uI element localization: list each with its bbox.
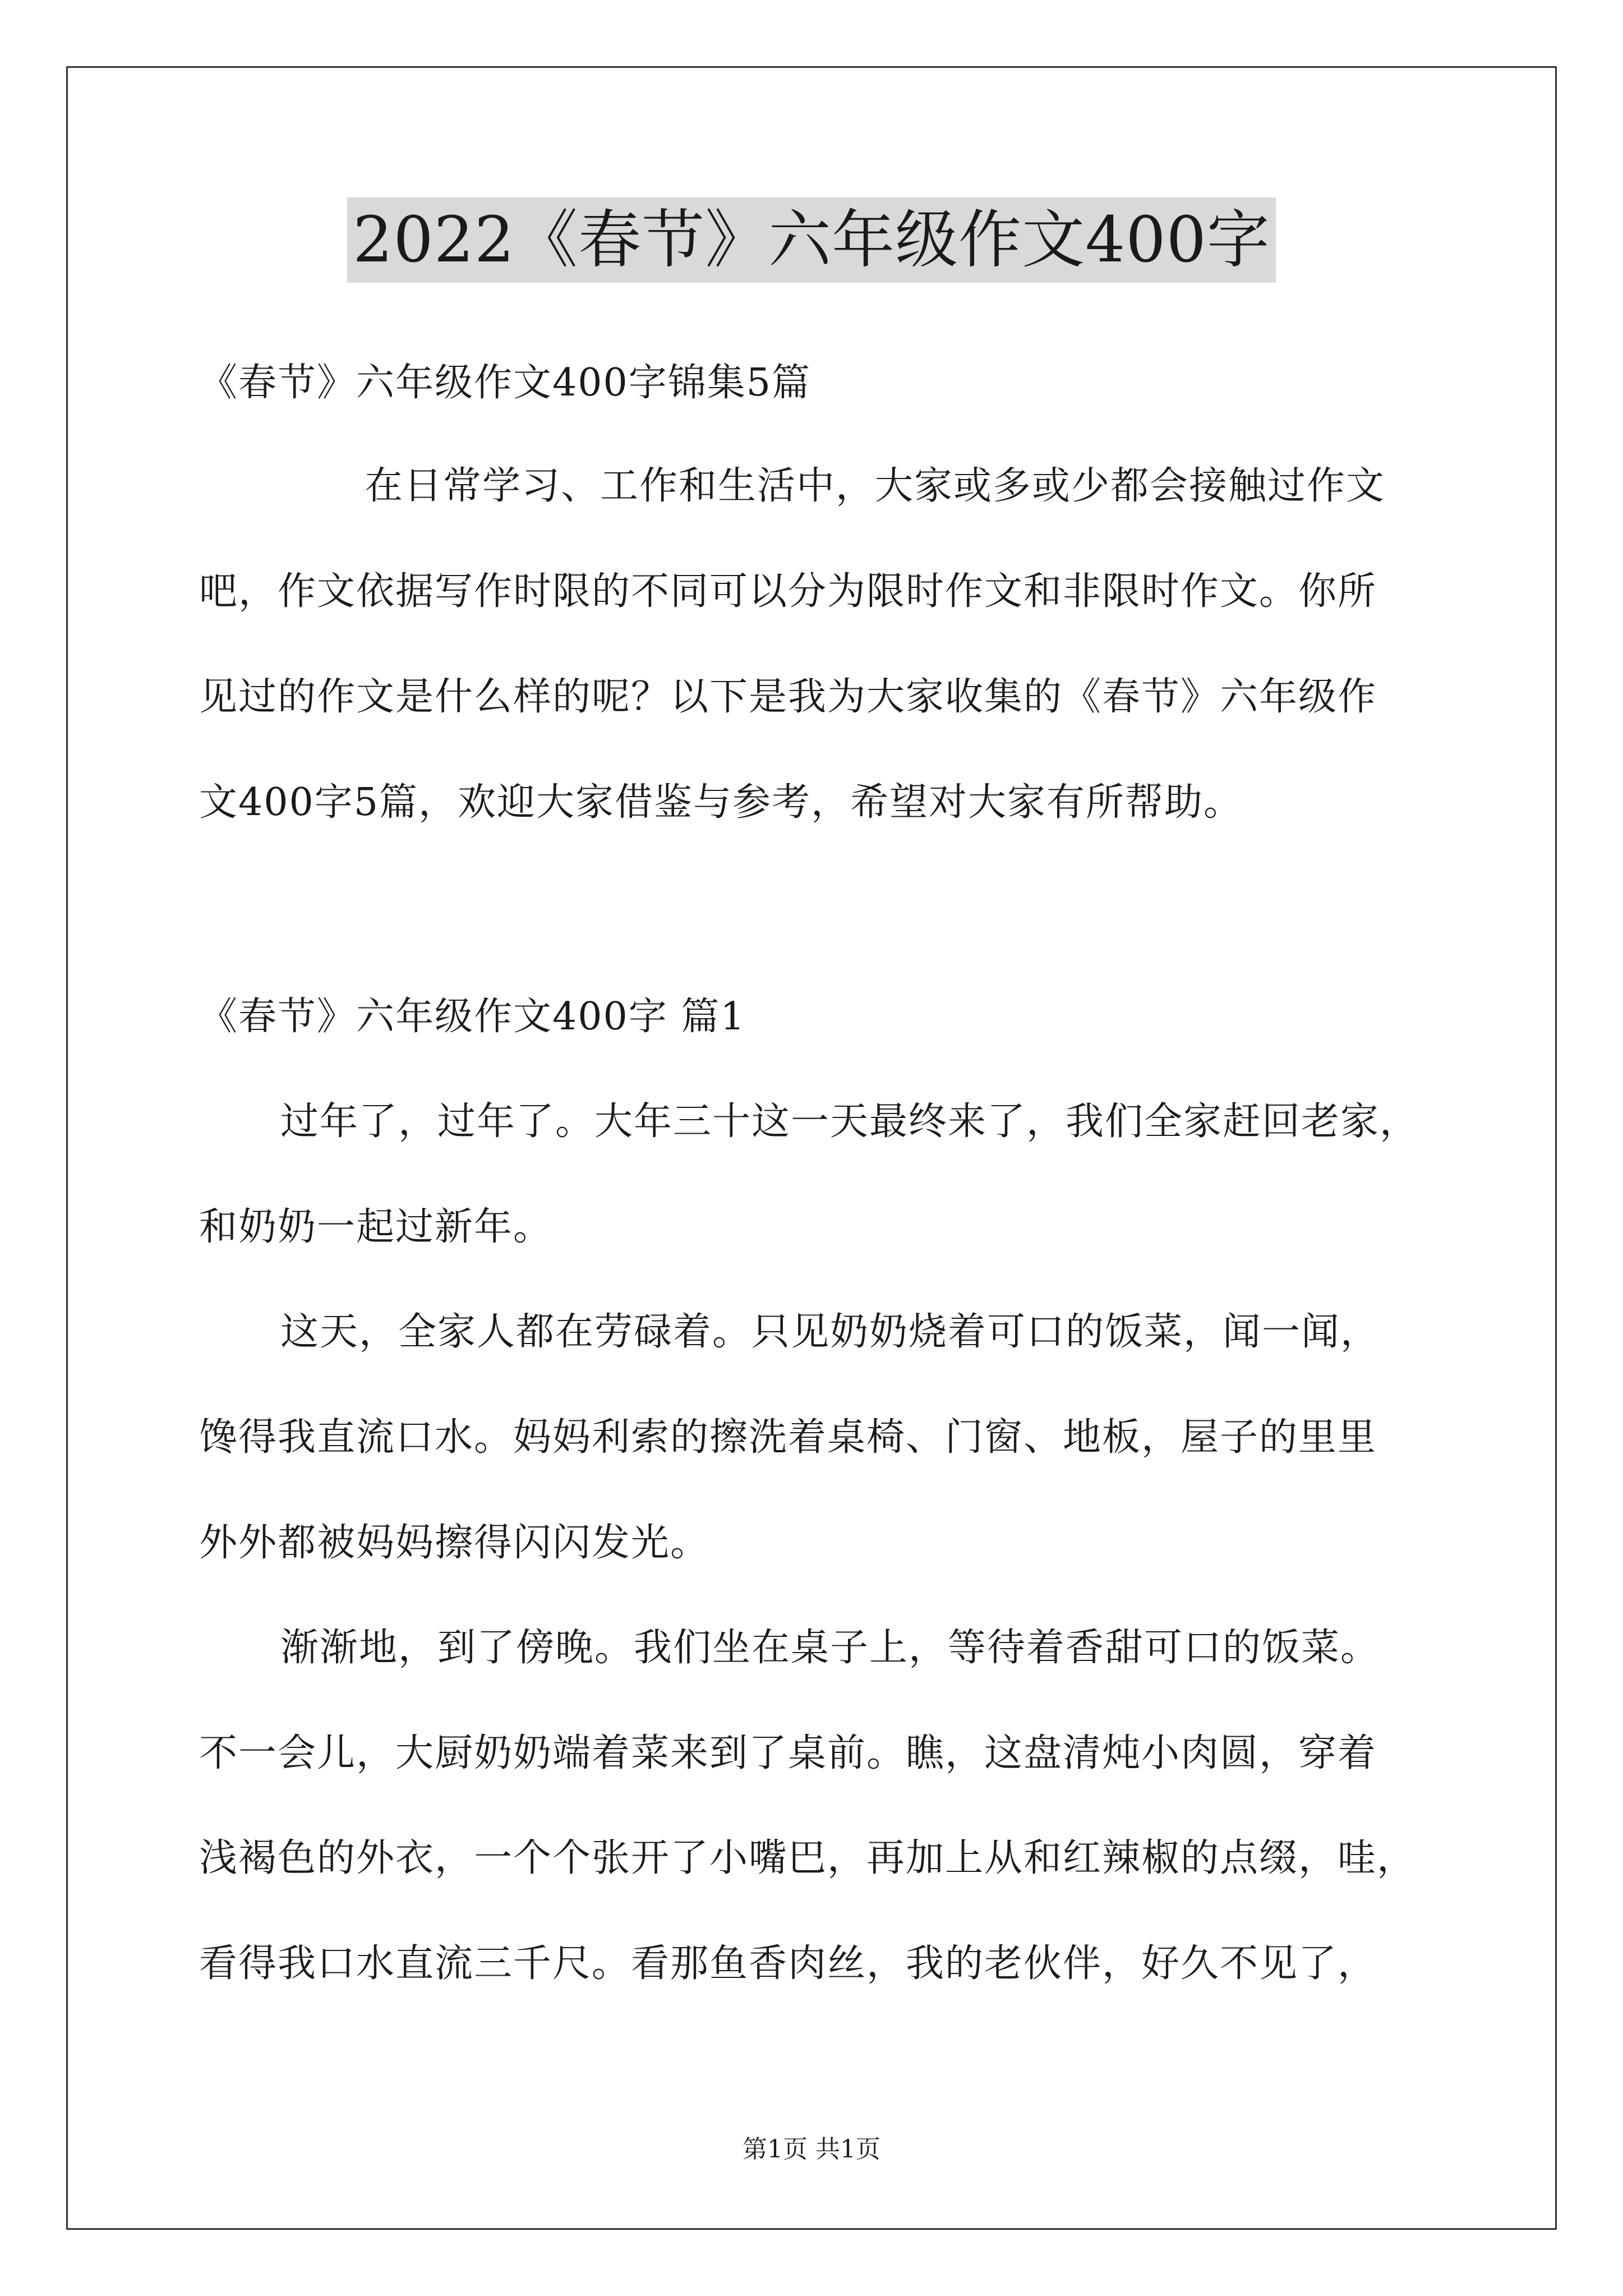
body-paragraph-line: 浅褐色的外衣，一个个张开了小嘴巴，再加上从和红辣椒的点缀，哇， <box>199 1836 1417 1880</box>
intro-paragraph-line: 在日常学习、工作和生活中，大家或多或少都会接触过作文 <box>365 464 1386 508</box>
body-paragraph-line: 馋得我直流口水。妈妈利索的擦洗着桌椅、门窗、地板，屋子的里里 <box>199 1415 1377 1460</box>
document-subtitle: 《春节》六年级作文400字锦集5篇 <box>199 361 811 405</box>
body-paragraph-line: 过年了，过年了。大年三十这一天最终来了，我们全家赶回老家， <box>280 1099 1419 1144</box>
body-paragraph-line: 和奶奶一起过新年。 <box>199 1205 553 1249</box>
intro-paragraph-line: 吧，作文依据写作时限的不同可以分为限时作文和非限时作文。你所 <box>199 569 1377 614</box>
section-heading: 《春节》六年级作文400字 篇1 <box>199 995 746 1039</box>
body-paragraph-line: 渐渐地，到了傍晚。我们坐在桌子上，等待着香甜可口的饭菜。 <box>280 1626 1380 1670</box>
body-paragraph-line: 看得我口水直流三千尺。看那鱼香肉丝，我的老伙伴，好久不见了， <box>199 1941 1377 1986</box>
body-paragraph-line: 这天，全家人都在劳碌着。只见奶奶烧着可口的饭菜，闻一闻， <box>280 1310 1380 1354</box>
intro-paragraph-line: 见过的作文是什么样的呢？以下是我为大家收集的《春节》六年级作 <box>199 675 1377 719</box>
intro-paragraph-line: 文400字5篇，欢迎大家借鉴与参考，希望对大家有所帮助。 <box>199 780 1243 825</box>
page-footer: 第1页 共1页 <box>743 2135 880 2164</box>
body-paragraph-line: 不一会儿，大厨奶奶端着菜来到了桌前。瞧，这盘清炖小肉圆，穿着 <box>199 1731 1377 1775</box>
document-title: 2022《春节》六年级作文400字 <box>347 197 1276 283</box>
title-wrap <box>0 197 1623 283</box>
body-paragraph-line: 外外都被妈妈擦得闪闪发光。 <box>199 1521 710 1565</box>
